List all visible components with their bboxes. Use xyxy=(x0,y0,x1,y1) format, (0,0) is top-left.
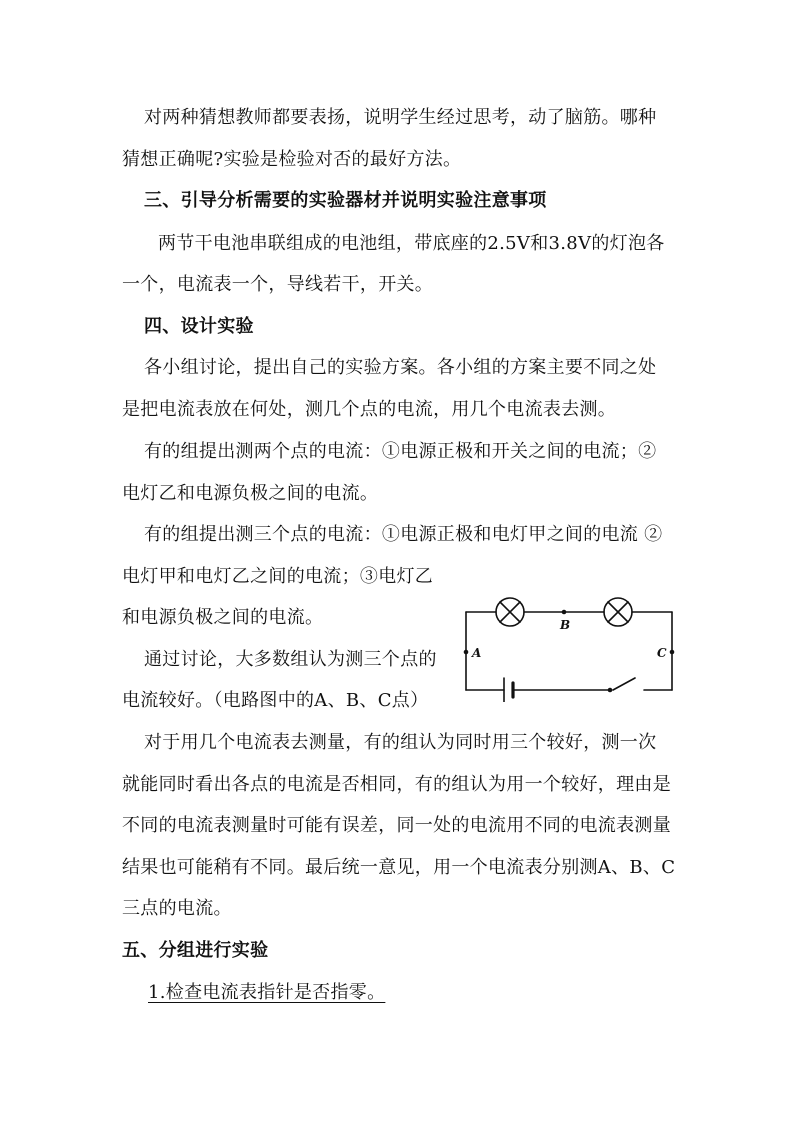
paragraph-line: 两节干电池串联组成的电池组，带底座的2.5V和3.8V的灯泡各 xyxy=(158,233,665,254)
paragraph-line: 结果也可能稍有不同。最后统一意见，用一个电流表分别测A、B、C xyxy=(122,857,676,878)
paragraph-line: 不同的电流表测量时可能有误差，同一处的电流用不同的电流表测量 xyxy=(122,815,671,836)
step-line: 1.检查电流表指针是否指零。 xyxy=(148,982,386,1003)
paragraph-line: 三点的电流。 xyxy=(122,898,232,919)
node-dot xyxy=(670,650,675,655)
node-dot xyxy=(464,650,469,655)
paragraph-line: 对于用几个电流表去测量，有的组认为同时用三个较好，测一次 xyxy=(144,732,657,753)
paragraph-line: 电流较好。（电路图中的A、B、C点） xyxy=(122,690,429,711)
switch-contact xyxy=(608,688,613,693)
switch-icon xyxy=(613,678,635,690)
paragraph-line: 一个，电流表一个，导线若干，开关。 xyxy=(122,274,434,295)
node-dot xyxy=(562,610,567,615)
point-label-c: C xyxy=(657,646,667,660)
point-label-b: B xyxy=(560,618,571,632)
point-label-a: A xyxy=(472,646,482,660)
paragraph-line: 各小组讨论，提出自己的实验方案。各小组的方案主要不同之处 xyxy=(144,357,657,378)
paragraph-line: 是把电流表放在何处，测几个点的电流，用几个电流表去测。 xyxy=(122,399,617,420)
paragraph-line: 猜想正确呢?实验是检验对否的最好方法。 xyxy=(122,149,462,170)
section-heading: 五、分组进行实验 xyxy=(122,940,269,961)
paragraph-line: 和电源负极之间的电流。 xyxy=(122,607,324,628)
paragraph-line: 电灯乙和电源负极之间的电流。 xyxy=(122,483,379,504)
paragraph-line: 就能同时看出各点的电流是否相同，有的组认为用一个较好，理由是 xyxy=(122,774,671,795)
paragraph-line: 有的组提出测三个点的电流：①电源正极和电灯甲之间的电流 ② xyxy=(144,524,663,545)
paragraph-line: 对两种猜想教师都要表扬，说明学生经过思考，动了脑筋。哪种 xyxy=(144,107,657,128)
section-heading: 三、引导分析需要的实验器材并说明实验注意事项 xyxy=(144,190,547,211)
paragraph-line: 电灯甲和电灯乙之间的电流；③电灯乙 xyxy=(122,566,434,587)
paragraph-line: 有的组提出测两个点的电流：①电源正极和开关之间的电流；② xyxy=(144,441,657,462)
section-heading: 四、设计实验 xyxy=(144,316,254,337)
paragraph-line: 通过讨论，大多数组认为测三个点的 xyxy=(144,649,437,670)
circuit-diagram xyxy=(460,590,680,702)
